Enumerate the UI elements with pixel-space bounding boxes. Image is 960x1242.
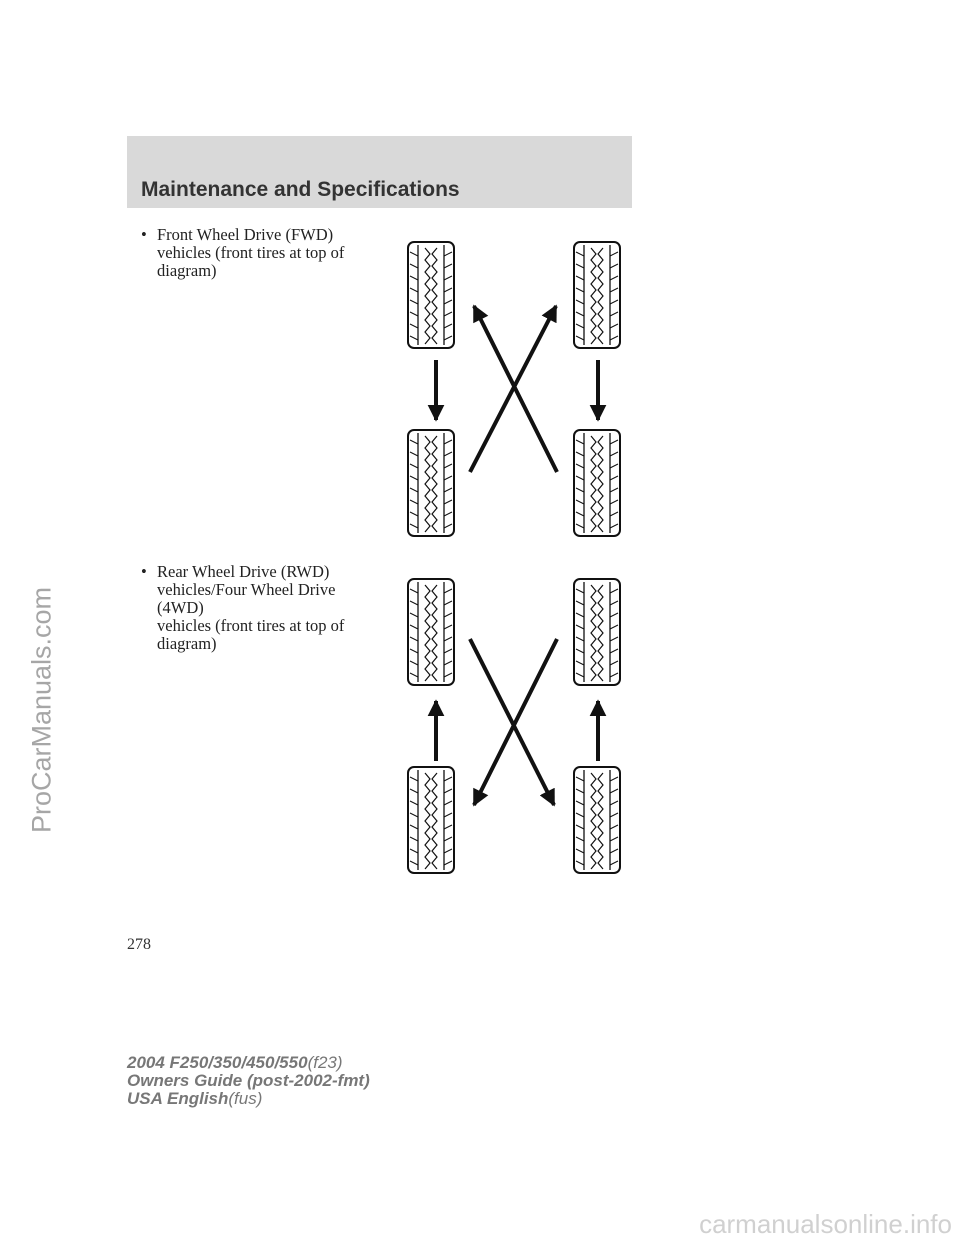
footer-line-1 — [127, 1054, 370, 1072]
footer-language: USA English — [127, 1089, 229, 1108]
footer-line-2 — [127, 1072, 370, 1090]
bullet-rwd-4wd — [141, 563, 381, 653]
bullet-marker: • — [141, 562, 147, 581]
footer-language-code: (fus) — [228, 1089, 263, 1108]
tire-rotation-fwd-diagram — [400, 236, 630, 542]
footer-model: 2004 F250/350/450/550 — [127, 1053, 308, 1072]
document-footer — [127, 1054, 370, 1108]
watermark-left — [0, 0, 60, 1242]
page-number: 278 — [127, 936, 151, 953]
footer-guide: Owners Guide (post-2002-fmt) — [127, 1071, 370, 1090]
section-title: Maintenance and Specifications — [141, 178, 460, 201]
bullet-text: Rear Wheel Drive (RWD) vehicles/Four Wheel Drive (4WD) vehicles (front tires at top of diagram) — [157, 562, 345, 653]
watermark-left-text: ProCarManuals.com — [26, 586, 57, 834]
footer-line-3 — [127, 1090, 370, 1108]
tire-rotation-rwd-4wd-diagram — [400, 573, 630, 879]
bullet-marker: • — [141, 225, 147, 244]
footer-model-code: (f23) — [307, 1053, 343, 1072]
bullet-text: Front Wheel Drive (FWD) vehicles (front tires at top of diagram) — [157, 225, 345, 280]
bullet-fwd — [141, 226, 381, 280]
watermark-bottom: carmanualsonline.info — [699, 1209, 952, 1239]
